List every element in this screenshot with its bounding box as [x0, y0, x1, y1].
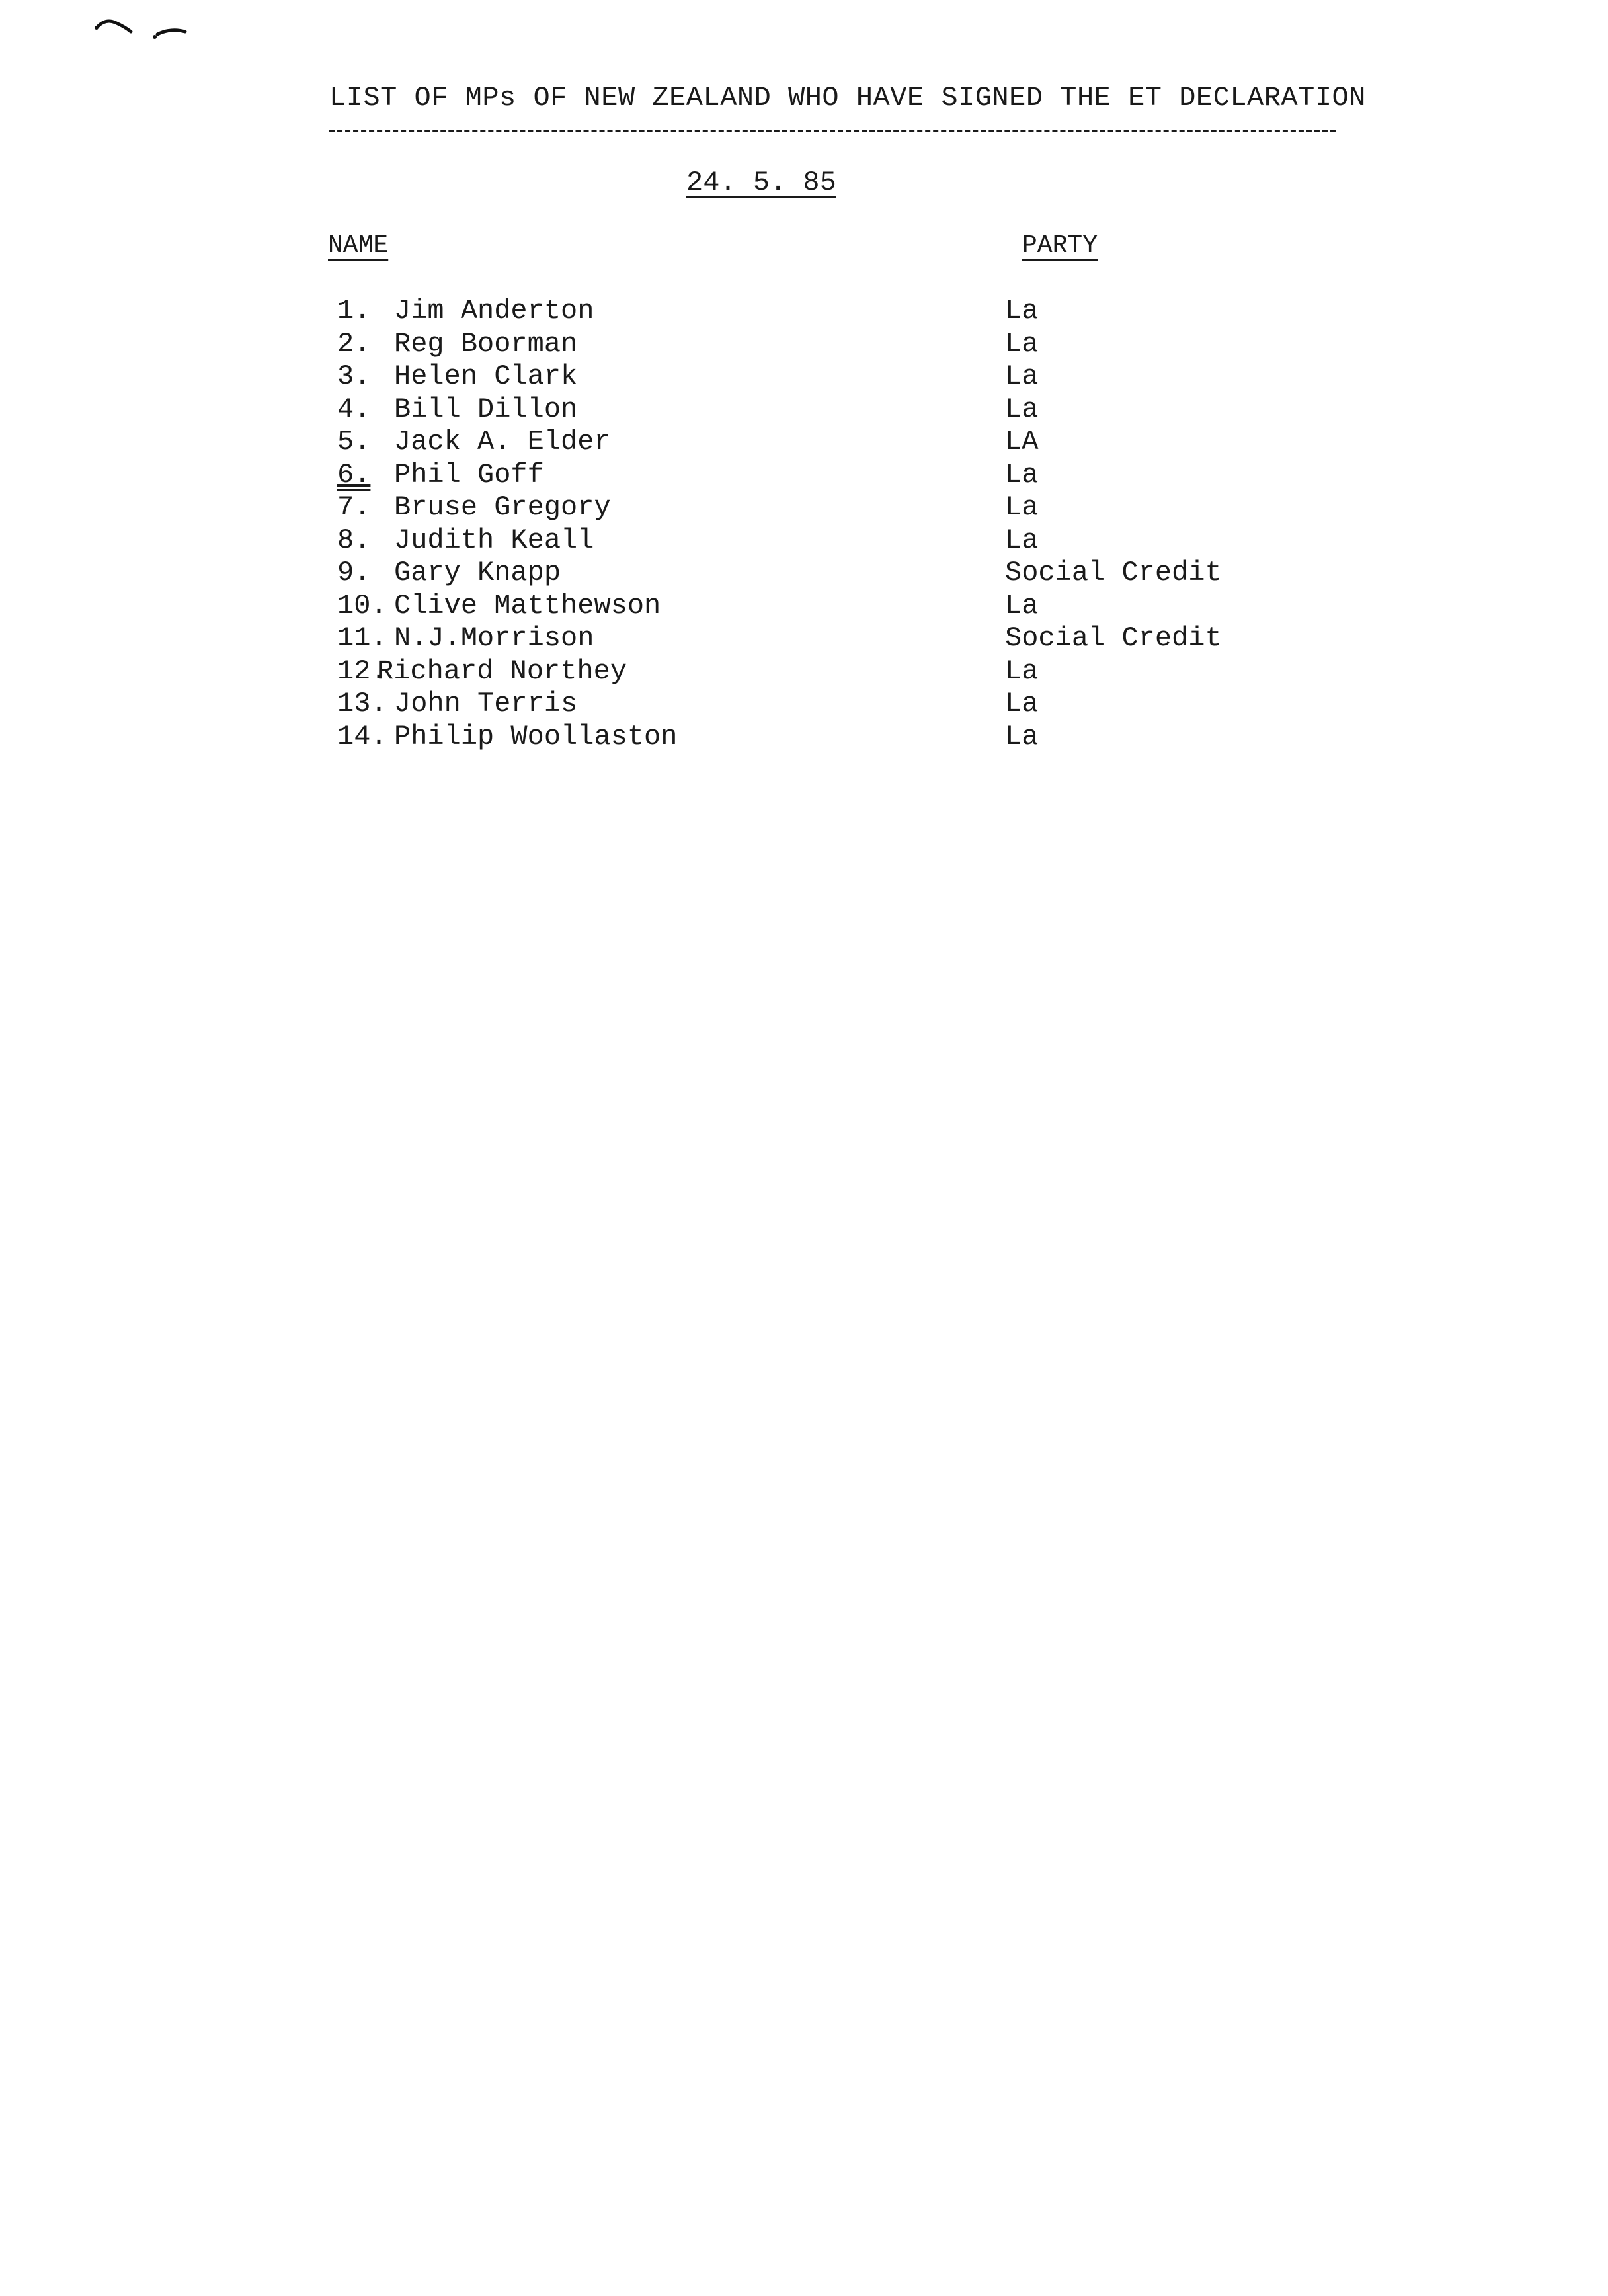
mp-name: Reg Boorman	[394, 327, 578, 360]
mp-name: Richard Northey	[377, 655, 627, 687]
row-number: 8.	[337, 524, 371, 556]
list-item	[311, 360, 1303, 393]
list-item	[311, 688, 1303, 721]
row-number: 9.	[337, 557, 371, 589]
mp-party: Social Credit	[1005, 622, 1222, 654]
mp-list	[311, 295, 1303, 753]
mp-party: La	[1005, 295, 1039, 327]
row-number: 13.	[337, 688, 387, 719]
document-title: LIST OF MPs OF NEW ZEALAND WHO HAVE SIGNED THE ET DECLARATION	[329, 82, 1366, 114]
list-item	[311, 426, 1303, 459]
column-header-name: NAME	[328, 231, 389, 260]
list-item	[311, 721, 1303, 754]
row-number: 3.	[337, 360, 371, 392]
list-item	[311, 557, 1303, 590]
mp-name: Gary Knapp	[394, 557, 561, 589]
row-number: 14.	[337, 720, 387, 753]
mp-name: Helen Clark	[394, 360, 578, 392]
mp-name: Jim Anderton	[394, 295, 594, 327]
mp-party: La	[1005, 491, 1039, 523]
list-item	[311, 524, 1303, 557]
corner-pen-mark	[93, 12, 198, 45]
mp-party: La	[1005, 393, 1039, 425]
list-item	[311, 622, 1303, 655]
column-header-party: PARTY	[1022, 231, 1098, 260]
title-dashed-rule	[329, 130, 1336, 132]
mp-name: John Terris	[394, 688, 578, 719]
mp-party: La	[1005, 360, 1039, 392]
list-item	[311, 491, 1303, 524]
mp-party: La	[1005, 688, 1039, 719]
mp-party: LA	[1005, 426, 1039, 458]
row-number: 11.	[337, 622, 387, 654]
row-number: 12.	[337, 655, 387, 687]
mp-party: La	[1005, 327, 1039, 360]
row-number: 1.	[337, 295, 371, 327]
mp-name: Phil Goff	[394, 458, 544, 491]
mp-party: La	[1005, 589, 1039, 622]
row-number: 7.	[337, 491, 371, 523]
row-number: 2.	[337, 327, 371, 360]
row-number: 6.	[337, 458, 371, 491]
row-number: 4.	[337, 393, 371, 425]
mp-party: La	[1005, 458, 1039, 491]
mp-party: La	[1005, 524, 1039, 556]
list-item	[311, 393, 1303, 427]
list-item	[311, 295, 1303, 328]
mp-name: Philip Woollaston	[394, 720, 678, 753]
row-number: 5.	[337, 426, 371, 458]
list-item	[311, 328, 1303, 361]
mp-name: Jack A. Elder	[394, 426, 611, 458]
mp-party: La	[1005, 655, 1039, 687]
list-item	[311, 590, 1303, 623]
row-number: 10.	[337, 589, 387, 622]
mp-party: Social Credit	[1005, 557, 1222, 589]
mp-name: Bruse Gregory	[394, 491, 611, 523]
document-date: 24. 5. 85	[686, 167, 836, 198]
mp-name: Bill Dillon	[394, 393, 578, 425]
mp-name: Clive Matthewson	[394, 589, 661, 622]
mp-name: N.J.Morrison	[394, 622, 594, 654]
mp-name: Judith Keall	[394, 524, 594, 556]
mp-party: La	[1005, 720, 1039, 753]
list-item	[311, 459, 1303, 492]
list-item	[311, 655, 1303, 688]
